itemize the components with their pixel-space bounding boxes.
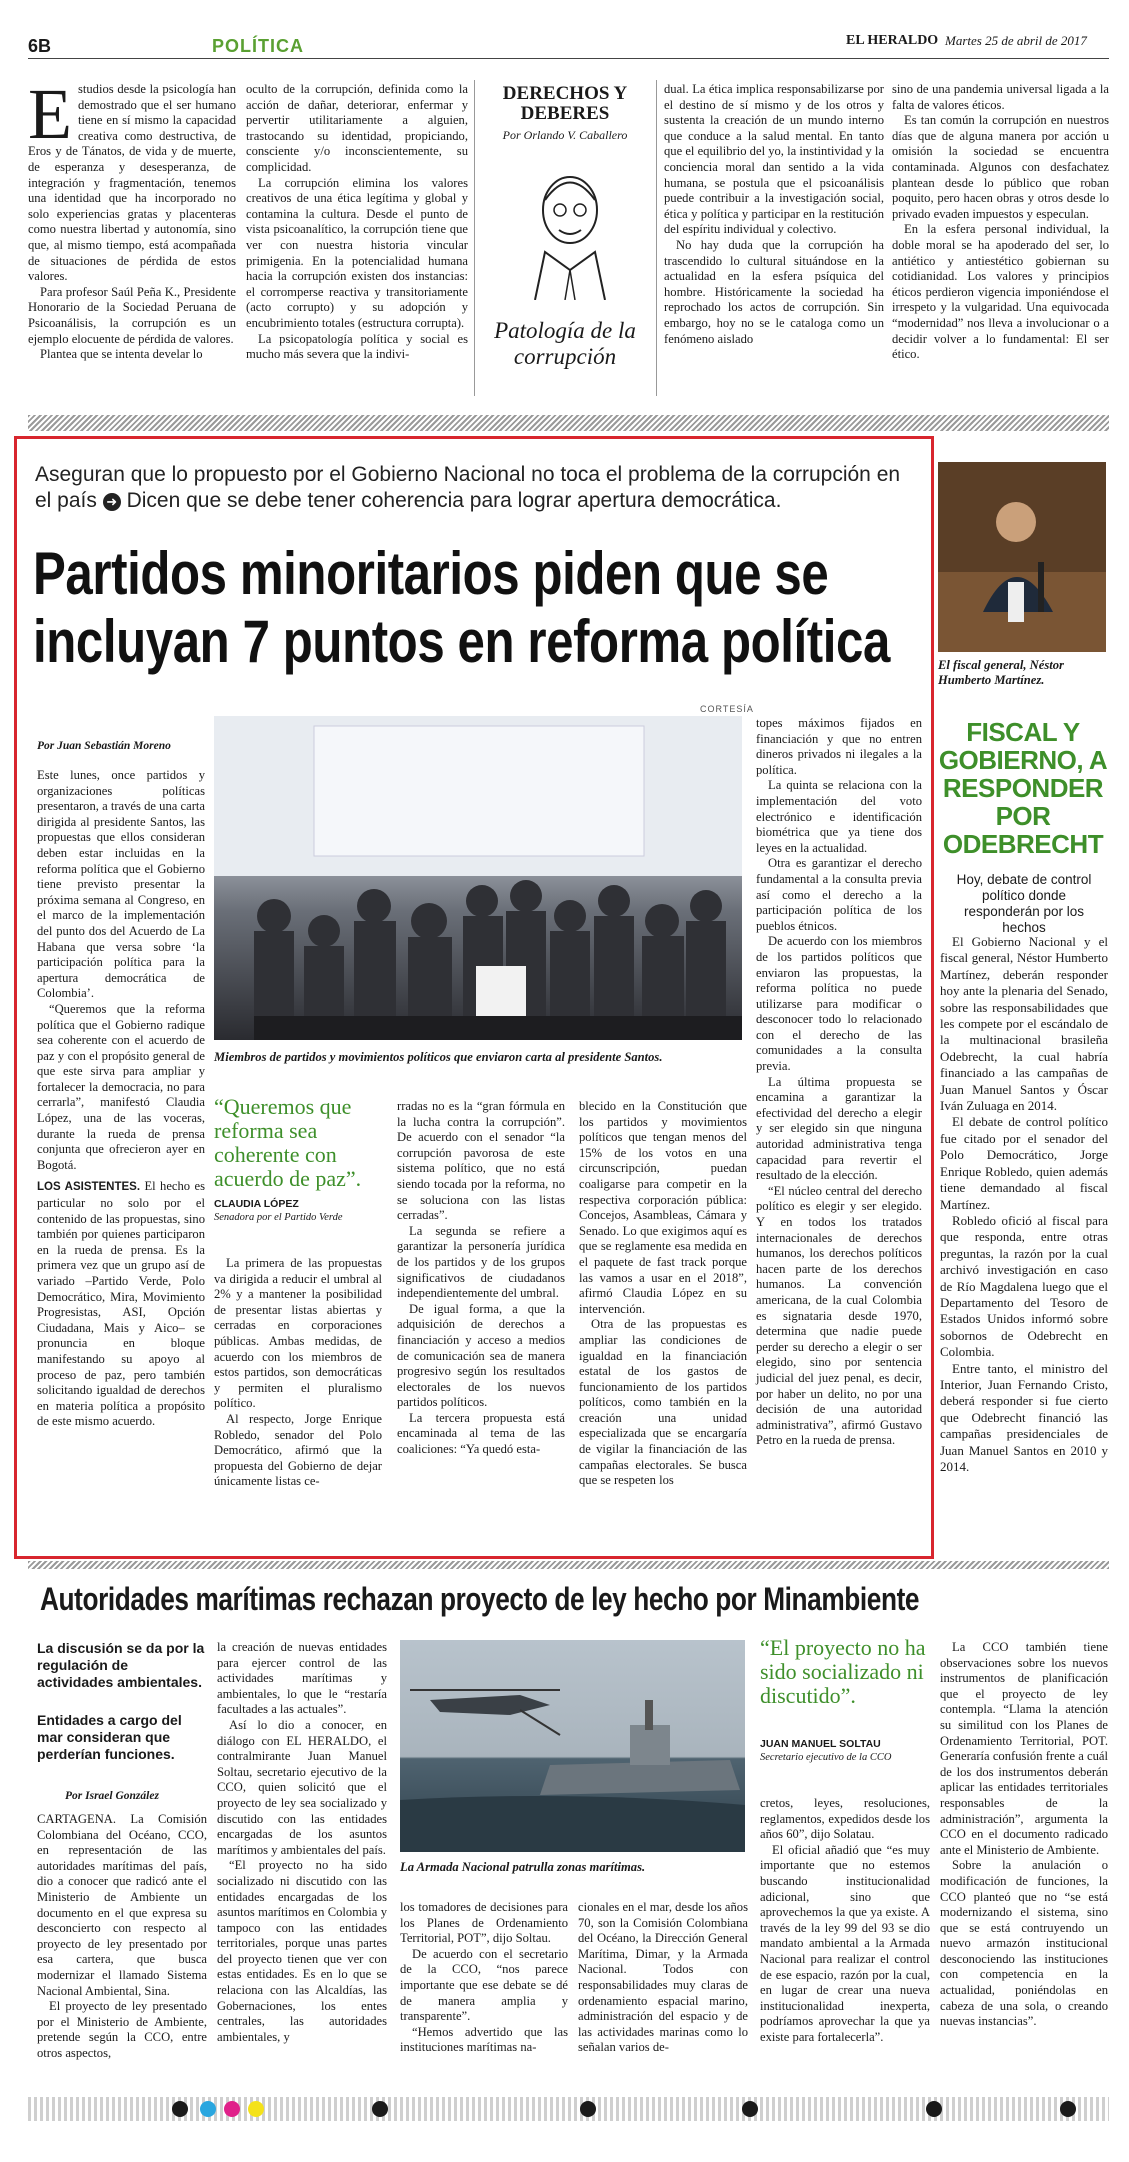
paragraph: sino de una pandemia universal ligada a la falta de valores éticos. [892, 82, 1109, 112]
bottom-summary-2: Entidades a cargo del mar consideran que perderían funciones. [37, 1712, 182, 1762]
pull-quote-name: CLAUDIA LÓPEZ [214, 1198, 299, 1210]
arrow-circle-icon: ➜ [103, 493, 121, 511]
paragraph: Para profesor Saúl Peña K., Presidente Honorario de la Sociedad Peruana de Psicoanálisis, la corrupción es un ejemplo elocuente de pérdida de valores. [28, 284, 236, 346]
paragraph: La CCO también tiene observaciones sobre los nuevos instrumentos de planificación que el proyecto de ley contempla. “Llama la atención su similitud con los Planes de Ordenamiento Territorial, POT. Generaría confusión frente a cuál de los dos instrumentos deberán aplicar las entidades territoriales responsables de la administración”, argumenta la CCO en el documento radicado ante el Ministerio de Ambiente. [940, 1640, 1108, 1857]
side-photo-caption: El fiscal general, Néstor Humberto Martínez. [938, 658, 1064, 687]
article-byline: Por Juan Sebastián Moreno [37, 740, 171, 752]
opinion-column-3 [664, 82, 884, 347]
registration-dot [1060, 2101, 1076, 2117]
page-number: 6B [28, 36, 52, 56]
bottom-column-a [37, 1812, 207, 2062]
article-deck [35, 462, 915, 514]
bottom-photo [400, 1640, 745, 1852]
newspaper-name: EL HERALDO [846, 33, 939, 48]
bottom-column-c [400, 1900, 568, 2056]
paragraph: Este lunes, once partidos y organizaciones políticas presentaron, a través de una carta dirigida al presidente Santos, las propuestas que ellos consideran deben estar incluidas en la reforma política que el Gobierno tiene previsto presentar la próxima semana al Congreso, en el marco de la implementación del punto dos del Acuerdo de La Habana que versa sobre ‘la participación política para la apertura democrática de Colombia’. [37, 768, 205, 1001]
side-body [940, 934, 1108, 1475]
bottom-column-e [760, 1796, 930, 2046]
columnist-caricature [515, 160, 625, 300]
paragraph: La segunda se refiere a garantizar la personería jurídica de los partidos y de los grupos significativos de ciudadanos independientemente del umbral. [397, 1223, 565, 1301]
deck-line-1: Aseguran que lo propuesto por el Gobierno Nacional no toca el problema de la corrupción en el país [35, 463, 901, 512]
paragraph: El proyecto de ley presentado por el Ministerio de Ambiente, pretende según la CCO, entre otros aspectos, [37, 1999, 207, 2060]
paragraph: Otra es garantizar el derecho fundamental a la consulta previa así como el derecho a la participación política de los pueblos étnicos. [756, 856, 922, 933]
header-rule [28, 58, 1109, 59]
drop-cap: E [28, 74, 72, 154]
registration-dot [172, 2101, 188, 2117]
issue-date: Martes 25 de abril de 2017 [945, 33, 1087, 48]
column-divider [474, 80, 475, 396]
paragraph [37, 1179, 205, 1430]
paragraph: Entre tanto, el ministro del Interior, Juan Fernando Cristo, deberá responder si fue cierto que Odebrecht financió las campañas presidenciales de Juan Manuel Santos en 2010 y 2014. [940, 1360, 1108, 1474]
paragraph: La tercera propuesta está encaminada al tema de las coaliciones: “Ya quedó esta- [397, 1410, 565, 1457]
paragraph: En la esfera personal individual, la doble moral se ha apoderado del ser, lo antiético y antiestético gobiernan su cotidianidad. Los valores y principios éticos perdieron vigencia imponiéndose el irrespeto y la vulgaridad. Una equivocada “modernidad” nos lleva a involucionar o a decidir volver a lo fundamental: El ser ético. [892, 222, 1109, 362]
opinion-column-1 [28, 74, 236, 363]
paragraph: “Hemos advertido que las instituciones marítimas na- [400, 2024, 568, 2055]
paragraph: De igual forma, a que la adquisición de derechos a financiación y acceso a medios de comunicación sea de manera progresivo según los resultados electorales de los nuevos partidos políticos. [397, 1301, 565, 1410]
registration-dot [200, 2101, 216, 2117]
paragraph: studios desde la psicología han demostrado que el ser humano tiene en sí mismo la capacidad creativa como destructiva, de Eros y de Tánatos, de vida y de muerte, de esperanza y desesperanza, de integración y fragmentación, tenemos una identidad que ha incorporado no solo experiencias gratas y placenteras como nuestra libertad y autonomía, sino que, al mismo tiempo, está acompañada de situaciones de pérdida de estos valores. [28, 82, 236, 284]
column-kicker: DERECHOS Y DEBERES [502, 83, 628, 124]
paragraph: La quinta se relaciona con la implementación del voto electrónico e identificación biométrica que ya tiene dos leyes en la actualidad. [756, 778, 922, 855]
paragraph: De acuerdo con el secretario de la CCO, “nos parece importante que ese debate se dé de manera amplia y transparente”. [400, 1946, 568, 2024]
paragraph: cretos, leyes, resoluciones, reglamentos, expedidos desde los años 60”, dijo Solatau. [760, 1796, 930, 1842]
registration-dot [224, 2101, 240, 2117]
article-column-c [397, 1099, 565, 1458]
column-byline: Por Orlando V. Caballero [502, 128, 628, 142]
bottom-column-b [217, 1640, 387, 2045]
paragraph: topes máximos fijados en financiación y que no entren dineros privados ni ilegales a la política. [756, 716, 922, 777]
bottom-column-d [578, 1900, 748, 2056]
section-divider-hatch [28, 415, 1109, 431]
pull-quote: “Queremos que reforma sea coherente con acuerdo de paz”. [214, 1094, 362, 1191]
pull-quote-role: Senadora por el Partido Verde [214, 1212, 343, 1223]
subhead: LOS ASISTENTES. [37, 1181, 141, 1194]
registration-dot [742, 2101, 758, 2117]
opinion-column-4 [892, 82, 1109, 363]
paragraph: Es tan común la corrupción en nuestros días que de alguna manera por acción u omisión la sociedad se encuentra contaminada. Algunos con desfachatez plantean desde lo público que roban poquito, pero hacen obras y otros desde lo privado evaden impuestos y especulan. [892, 113, 1109, 221]
paragraph: No hay duda que la corrupción ha trascendido lo cultural situándose en la actualidad en la esfera psíquica del hombre. Históricamente la sociedad ha reprochado los actos de corrupción. Sin embargo, hoy no se le cataloga como un fenómeno aislado [664, 237, 884, 346]
paragraph: dual. La ética implica responsabilizarse por el destino de sí mismo y de los otros y sustenta la creación de un mundo interno que conduce a la salud mental. En tanto que el equilibrio del yo, la instintividad y la conciencia moral dan sentido a la vida humana, se postula que el psicoanálisis puede contribuir a la investigación social, ética y política y participar en la restitución del espíritu individual y colectivo. [664, 82, 884, 237]
paragraph: rradas no es la “gran fórmula en la lucha contra la corrupción”. De acuerdo con el senador “la corrupción pavorosa de este sistema político, que no está siendo tocada por la reforma, no se soluciona con las listas cerradas”. [397, 1099, 565, 1223]
article-column-b [214, 1256, 382, 1490]
bottom-photo-caption: La Armada Nacional patrulla zonas marítimas. [400, 1860, 646, 1874]
paragraph: “El proyecto no ha sido socializado ni discutido con las entidades encargadas de los asuntos marítimos en Colombia y tampoco con las entidades territoriales, porque unas partes del proyecto tienen que ver con estas entidades. Es en lo que se relaciona con las Alcaldías, las Gobernaciones, los entes centrales, las autoridades ambientales, y [217, 1858, 387, 2044]
paragraph: Robledo ofició al fiscal para que responda, entre otras preguntas, la razón por la cual archivó investigación en caso de Río Magdalena luego que el Departamento del Tesoro de Estados Unidos informó sobre sobornos de Odebrecht en Colombia. [940, 1212, 1108, 1360]
bottom-column-f [940, 1640, 1108, 2030]
paragraph: La corrupción elimina los valores creativos de una ética legítima y global y contamina la cultura. Desde el punto de vista psicoanalítico, la corrupción tiene que ver con nuestra historia vincular primigenia. En la potencialidad humana hacia la corrupción existen dos instancias: el corromperse reactiva y transitoriamente (acto corrupto) y su adopción y encubrimiento totales (estructura corrupta). [246, 175, 468, 330]
paragraph-text: El hecho es particular no solo por el contenido de las propuestas, sino también por quienes participaron en la rueda de prensa. Es la primera vez que un grupo así de variado –Partido Verde, Polo Democrático, Mira, Movimiento Progresistas, ASI, Opción Ciudadana, Mais y Aico– se pronuncia en bloque manifestando su apoyo al proceso de paz, pero también solicitando igualdad de derechos en materia política a propósito de este mismo acuerdo. [37, 1179, 205, 1429]
paragraph: oculto de la corrupción, definida como la acción de dañar, deteriorar, enfermar y pervertir utilitariamente a alguien, trastocando su identidad, propiciando, consciente y/o inconscientemente, su complicidad. [246, 82, 468, 174]
paragraph: El Gobierno Nacional y el fiscal general, Néstor Humberto Martínez, deberán responder hoy ante la plenaria del Senado, sobre las responsabilidades que les compete por el escándalo de la multinacional brasileña Odebrecht, la cual habría financiado a las campañas de Juan Manuel Santos y Óscar Iván Zuluaga en 2014. [940, 934, 1108, 1114]
opinion-column-2 [246, 82, 468, 363]
paragraph: Así lo dio a conocer, en diálogo con EL HERALDO, el contralmirante Juan Manuel Soltau, secretario ejecutivo de la CCO, quien solicitó que el proyecto de ley sea socializado y discutido con las entidades encargadas de los asuntos marítimos y ambientales del país. [217, 1717, 387, 1857]
registration-dot [248, 2101, 264, 2117]
print-registration-bar [28, 2097, 1109, 2121]
article-column-e [756, 716, 922, 1449]
registration-dot [580, 2101, 596, 2117]
paragraph: Al respecto, Jorge Enrique Robledo, senador del Polo Democrático, afirmó que la propuesta del Gobierno de dejar únicamente listas ce- [214, 1411, 382, 1489]
paragraph: La última propuesta se encamina a garantizar la efectividad del derecho a elegir y ser elegido sin que ninguna autoridad administrativa tenga capacidad para revertir el resultado de la elección. [756, 1074, 922, 1183]
article-headline: Partidos minoritarios piden que se incluyan 7 puntos en reforma política [33, 540, 890, 675]
bottom-pull-quote: “El proyecto no ha sido socializado ni discutido”. [760, 1635, 926, 1708]
bottom-quote-role: Secretario ejecutivo de la CCO [760, 1752, 892, 1763]
side-headline: FISCAL Y GOBIERNO, A RESPONDER POR ODEBRECHT [938, 717, 1108, 859]
column-title: Patología de la corrupción [494, 318, 636, 369]
bottom-byline: Por Israel González [65, 1790, 159, 1802]
article-column-left [37, 768, 205, 1430]
main-photo [214, 716, 742, 1040]
registration-dot [926, 2101, 942, 2117]
bottom-summary-1: La discusión se da por la regulación de actividades ambientales. [37, 1640, 205, 1690]
paragraph: El debate de control político fue citado por el senador del Polo Democrático, Jorge Enrique Robledo, quien además tiene demandado al fiscal Martínez. [940, 1114, 1108, 1212]
paragraph: El oficial añadió que “es muy importante que no estemos buscando institucionalidad adicional, sino que aprovechemos la que ya existe. A través de la ley 99 del 93 se dio mandato ambiental a la Armada Nacional para realizar el control de ese espacio, razón por la cual, en lugar de crear una nueva institucionalidad inexperta, podríamos aprovechar la que ya existe para fortalecerla”. [760, 1842, 930, 2044]
section-divider-hatch [28, 1561, 1109, 1569]
side-photo [938, 462, 1106, 652]
photo-credit: CORTESÍA [700, 704, 754, 714]
section-label: POLÍTICA [212, 36, 304, 56]
column-divider [656, 80, 657, 396]
paragraph: “El núcleo central del derecho político es elegir y ser elegido. Y en todos los tratados internacionales de derechos humanos, los derechos políticos hacen parte de los derechos humanos. La convención americana, de la cual Colombia es signataria desde 1970, determina que nadie puede perder su derecho a elegir o ser elegido, sino por sentencia judicial del juez penal, es decir, por haber un delito, no por una decisión de una autoridad administrativa”, afirmó Gustavo Petro en la rueda de prensa. [756, 1183, 922, 1448]
paragraph: La primera de las propuestas va dirigida a reducir el umbral al 2% y a mantener la posibilidad de presentar listas abiertas y cerradas en corporaciones públicas. Ambas medidas, de acuerdo con los miembros de estos partidos, son democráticas y permiten el pluralismo político. [214, 1256, 382, 1411]
paragraph: De acuerdo con los miembros de los partidos políticos que enviaron las propuestas, la reforma política no puede utilizarse para modificar o desconocer todo lo relacionado con el derecho de las comunidades a la consulta previa. [756, 934, 922, 1074]
bottom-quote-name: JUAN MANUEL SOLTAU [760, 1738, 881, 1750]
bottom-headline: Autoridades marítimas rechazan proyecto de ley hecho por Minambiente [40, 1581, 920, 1617]
deck-line-2: Dicen que se debe tener coherencia para lograr apertura democrática. [126, 489, 782, 512]
paragraph: la creación de nuevas entidades para ejercer control de las actividades marítimas y ambientales, lo que le “restaría facultades a las actuales”. [217, 1640, 387, 1717]
paragraph: CARTAGENA. La Comisión Colombiana del Océano, CCO, en representación de las autoridades marítimas del país, dio a conocer que radicó ante el Ministerio de Ambiente un documento en el que expresa su desconcierto con respecto al proyecto de ley presentado por esa cartera, que busca modernizar el llamado Sistema Nacional Ambiental, Sina. [37, 1812, 207, 1998]
paragraph: cionales en el mar, desde los años 70, son la Comisión Colombiana del Océano, la Dirección General Marítima, Dimar, y la Armada Nacional. Todos con responsabilidades muy claras de ordenamiento espacial marino, administración del espacio y de las actividades marinas como lo señalan varios de- [578, 1900, 748, 2055]
paragraph: Otra de las propuestas es ampliar las condiciones de igualdad en la financiación estatal de los gastos de funcionamiento de los partidos políticos, como también en la creación una unidad especializada que se encargaría de vigilar la financiación de las campañas electorales. Se busca que se respeten los [579, 1317, 747, 1488]
paragraph: Sobre la anulación o modificación de funciones, la CCO planteó que no “se está modernizando el sistema, sino que se está contruyendo un nuevo armazón institucional desconociendo las instituciones con competencia en la actualidad, poniéndolas en cabeza de una sola, o creando nuevas instancias”. [940, 1858, 1108, 2029]
article-column-d [579, 1099, 747, 1489]
side-deck: Hoy, debate de control político donde responderán por los hechos [956, 872, 1092, 935]
paragraph: Plantea que se intenta develar lo [40, 347, 203, 362]
paragraph: La psicopatología política y social es mucho más severa que la indivi- [246, 331, 468, 362]
paragraph: los tomadores de decisiones para los Planes de Ordenamiento Territorial, POT”, dijo Soltau. [400, 1900, 568, 1946]
main-photo-caption: Miembros de partidos y movimientos políticos que enviaron carta al presidente Santos. [214, 1050, 663, 1064]
paragraph: blecido en la Constitución que los partidos y movimientos políticos que tengan menos del 15% de los votos en una circunscripción, puedan coaligarse para competir en la respectiva corporación pública: Concejos, Asambleas, Cámara y Senado. Lo que exigimos aquí es que se reglamente esa medida en el paquete de fast track porque las vamos a usar en el 2018”, afirmó Claudia López en su intervención. [579, 1099, 747, 1316]
paragraph: “Queremos que la reforma política que el Gobierno radique sea coherente con el acuerdo de paz y con el propósito general de que este sirva para ampliar y fortalecer la democracia, no para cerrarla”, manifestó Claudia López, una de las voceras, durante la rueda de prensa conjunta que ofrecieron ayer en Bogotá. [37, 1001, 205, 1172]
registration-dot [372, 2101, 388, 2117]
